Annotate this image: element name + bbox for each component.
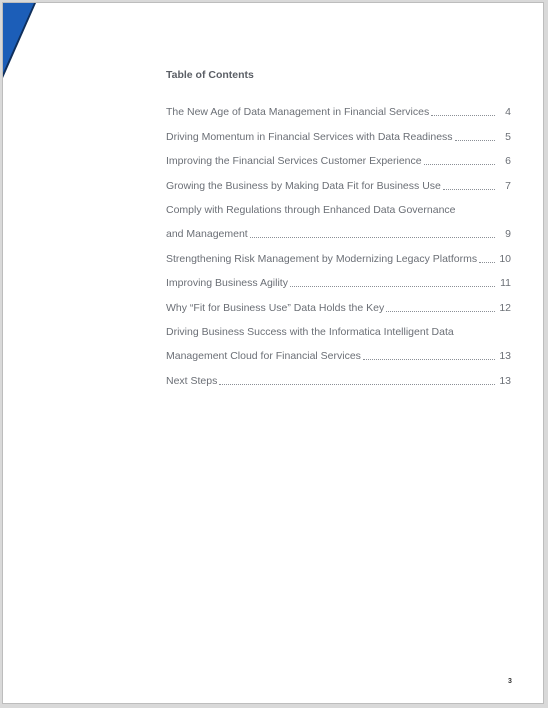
toc-entry-page: 13 (499, 350, 511, 363)
toc-leader-dots (424, 164, 495, 165)
toc-entry-page: 4 (505, 106, 511, 119)
toc-entry-text: Driving Business Success with the Informatica Intelligent Data (166, 325, 454, 338)
toc-entry[interactable] (166, 266, 511, 290)
toc-leader-dots (431, 115, 495, 116)
toc-entry[interactable] (166, 315, 511, 339)
toc-entry[interactable] (166, 290, 511, 314)
toc-entry[interactable] (166, 119, 511, 143)
toc-leader-dots (250, 237, 495, 238)
toc-entry[interactable] (166, 144, 511, 168)
toc-leader-dots (479, 262, 495, 263)
toc-leader-dots (386, 311, 495, 312)
toc-entry-text: and Management (166, 228, 248, 241)
toc-entry-text: Strengthening Risk Management by Modernizing Legacy Platforms (166, 252, 478, 265)
toc-entry-text: Driving Momentum in Financial Services with Data Readiness (166, 130, 453, 143)
toc-leader-dots (219, 384, 495, 385)
toc-entry-text: Comply with Regulations through Enhanced Data Governance (166, 203, 456, 216)
toc-entry-page: 11 (500, 277, 511, 290)
toc-leader-dots (455, 140, 495, 141)
toc-entry-text: Improving Business Agility (166, 277, 288, 290)
page-number: 3 (508, 678, 512, 685)
toc-entry-page: 7 (505, 179, 511, 192)
toc-entry-text: Next Steps (166, 374, 218, 387)
document-page (2, 2, 544, 704)
toc-entry[interactable] (166, 95, 511, 119)
toc-entry-page: 12 (499, 301, 511, 314)
toc-entry-text: Growing the Business by Making Data Fit for Business Use (166, 179, 441, 192)
toc-entry-text: Management Cloud for Financial Services (166, 350, 361, 363)
toc-entry[interactable] (166, 217, 511, 241)
toc-entry[interactable] (166, 193, 511, 217)
corner-accent-shape (3, 3, 39, 79)
toc-entry-page: 13 (499, 374, 511, 387)
toc-title: Table of Contents (166, 69, 254, 81)
toc-entry-text: Why “Fit for Business Use” Data Holds the Key (166, 301, 385, 314)
table-of-contents (166, 68, 511, 388)
toc-entry-page: 5 (505, 130, 511, 143)
toc-entry-text: The New Age of Data Management in Financial Services (166, 106, 430, 119)
toc-entry-page: 10 (499, 252, 511, 265)
toc-entry[interactable] (166, 363, 511, 387)
toc-leader-dots (443, 189, 495, 190)
toc-entry-text: Improving the Financial Services Customer Experience (166, 155, 422, 168)
toc-entry-page: 6 (505, 155, 511, 168)
toc-leader-dots (363, 359, 495, 360)
toc-entry[interactable] (166, 168, 511, 192)
toc-entry[interactable] (166, 241, 511, 265)
toc-entry-page: 9 (505, 228, 511, 241)
toc-leader-dots (290, 286, 495, 287)
toc-entry[interactable] (166, 339, 511, 363)
